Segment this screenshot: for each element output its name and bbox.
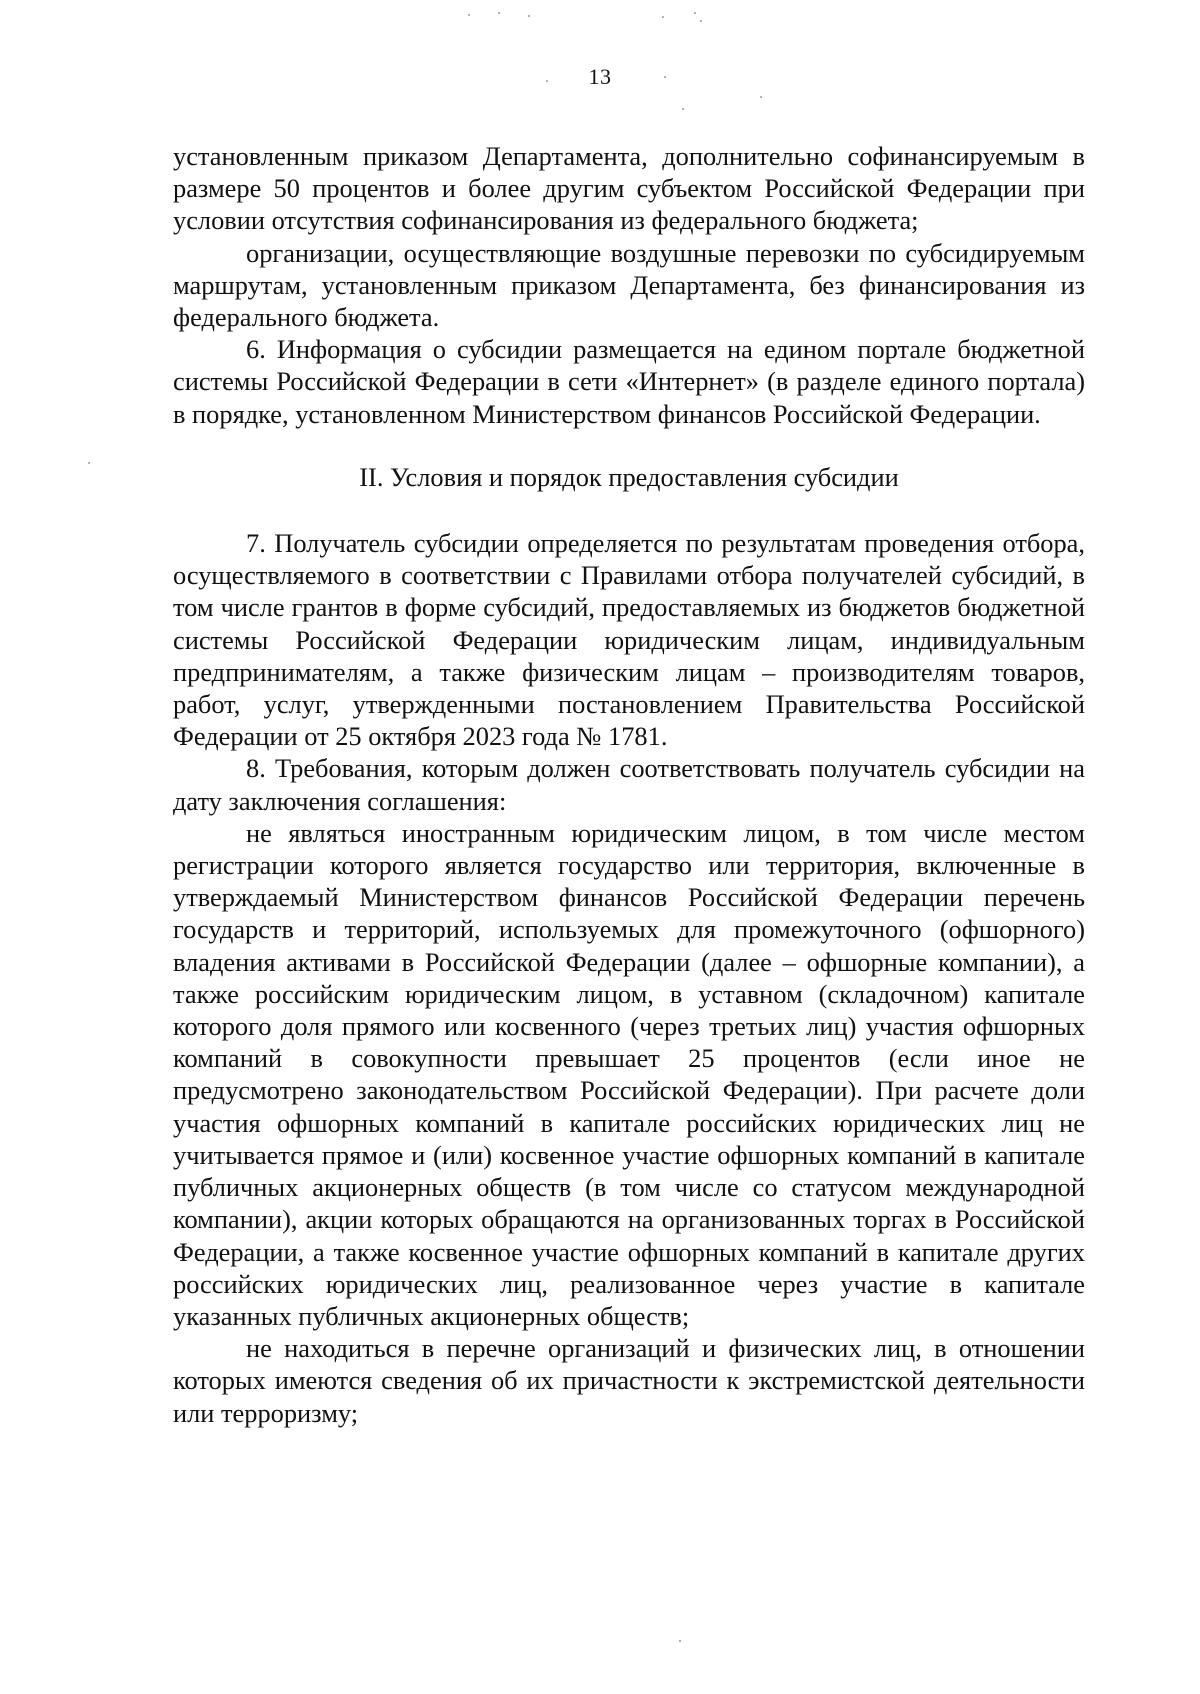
scan-artifact [760, 96, 762, 98]
paragraph-7-recipient: 7. Получатель субсидии определяется по результатам проведения отбора, осуществляемого в соответствии с Правилами отбора получателей субсидий, в том числе грантов в форме субсидий, предоставляемых из бюджетов бюджетной системы Российской Федерации юридическим лицам, индивидуальным предпринимателям, а также физическим лицам – производителям товаров, работ, услуг, утвержденными постановлением Правительства Российской Федерации от 25 октября 2023 года № 1781. [173, 528, 1085, 752]
paragraph-extremism-requirement: не находиться в перечне организаций и физических лиц, в отношении которых имеются сведения об их причастности к экстремистской деятельности или терроризму; [173, 1333, 1085, 1428]
scan-artifact [700, 20, 702, 22]
paragraph-offshore-requirement: не являться иностранным юридическим лицом, в том числе местом регистрации которого является государство или территория, включенные в утверждаемый Министерством финансов Российской Федерации перечень государств и территорий, используемых для промежуточного (офшорного) владения активами в Российской Федерации (далее – офшорные компании), а также российским юридическим лицом, в уставном (складочном) капитале которого доля прямого или косвенного (через третьих лиц) участия офшорных компаний в совокупности превышает 25 процентов (если иное не предусмотрено законодательством Российской Федерации). При расчете доли участия офшорных компаний в капитале российских юридических лиц не учитывается прямое и (или) косвенное участие офшорных компаний в капитале публичных акционерных обществ (в том числе со статусом международной компании), акции которых обращаются на организованных торгах в Российской Федерации, а также косвенное участие офшорных компаний в капитале других российских юридических лиц, реализованное через участие в капитале указанных публичных акционерных обществ; [173, 817, 1085, 1331]
scan-artifact [468, 14, 470, 16]
paragraph-air-carriers: организации, осуществляющие воздушные перевозки по субсидируемым маршрутам, установленным приказом Департамента, без финансирования из федерального бюджета. [173, 237, 1085, 333]
scan-artifact [528, 15, 530, 17]
scan-artifact [679, 1640, 681, 1642]
scan-artifact [682, 108, 684, 110]
scan-artifact [498, 12, 500, 14]
document-body [173, 140, 1085, 1429]
section-heading: II. Условия и порядок предоставления субсидии [359, 461, 899, 492]
paragraph-continuation: установленным приказом Департамента, дополнительно софинансируемым в размере 50 процентов и более другим субъектом Российской Федерации при условии отсутствия софинансирования из федерального бюджета; [173, 141, 1085, 236]
scan-artifact [694, 12, 696, 14]
paragraph-8-requirements: 8. Требования, которым должен соответствовать получатель субсидии на дату заключения соглашения: [173, 753, 1085, 816]
paragraph-6-information: 6. Информация о субсидии размещается на едином портале бюджетной системы Российской Федерации в сети «Интернет» (в разделе единого портала) в порядке, установленном Министерством финансов Российской Федерации. [173, 334, 1085, 429]
scan-artifact [662, 16, 664, 18]
scan-artifact [88, 462, 90, 464]
page-number: 13 [588, 64, 612, 89]
